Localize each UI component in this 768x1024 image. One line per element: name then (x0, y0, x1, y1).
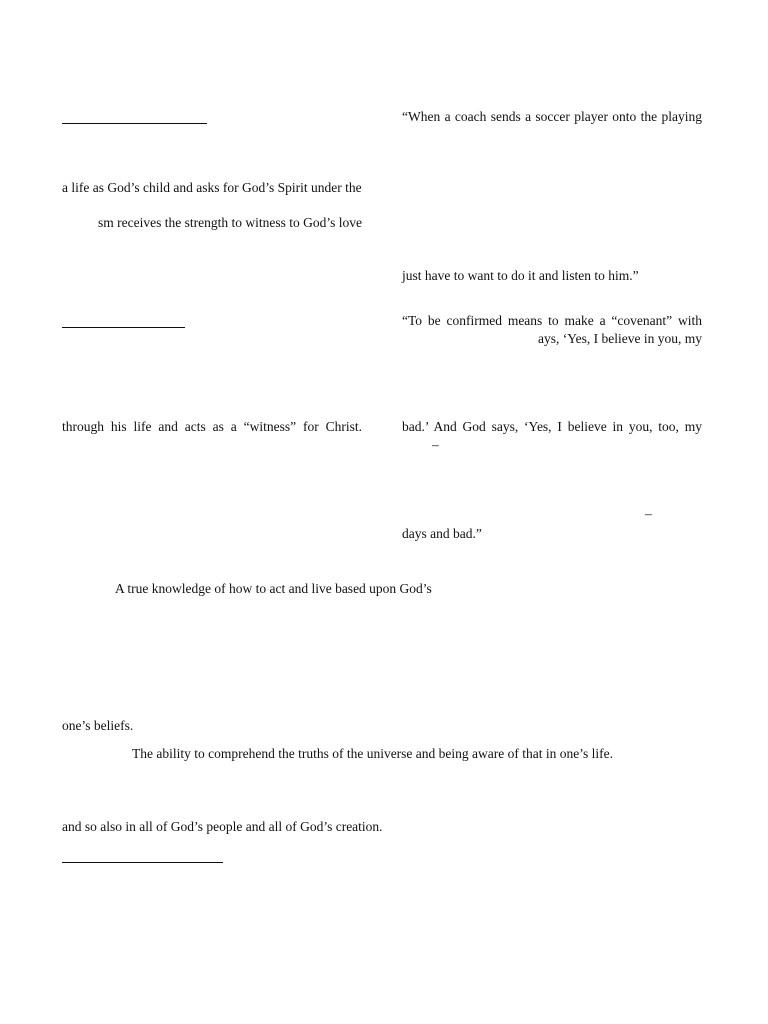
heading-underline-3 (62, 862, 223, 863)
right-column-line: ays, ‘Yes, I believe in you, my (538, 331, 702, 346)
right-column-line: “When a coach sends a soccer player onto the playing (402, 109, 702, 124)
body-line: A true knowledge of how to act and live based upon God’s (115, 581, 432, 596)
left-column-line: a life as God’s child and asks for God’s Spirit under the (62, 180, 362, 195)
right-column-dash: – (645, 506, 652, 521)
body-line: one’s beliefs. (62, 718, 134, 733)
body-line: and so also in all of God’s people and all of God’s creation. (62, 819, 383, 834)
body-line: The ability to comprehend the truths of the universe and being aware of that in one’s life. (132, 746, 613, 761)
right-column-dash: – (432, 437, 439, 452)
left-column-line: through his life and acts as a “witness” for Christ. (62, 419, 362, 434)
right-column-line: days and bad.” (402, 526, 482, 541)
heading-underline-2 (62, 327, 185, 328)
right-column-line: bad.’ And God says, ‘Yes, I believe in you, too, my (402, 419, 702, 434)
heading-underline-1 (62, 123, 207, 124)
right-column-line: “To be confirmed means to make a “covenant” with (402, 313, 702, 328)
left-column-line: sm receives the strength to witness to God’s love (98, 215, 362, 230)
right-column-line: just have to want to do it and listen to him.” (402, 268, 639, 283)
